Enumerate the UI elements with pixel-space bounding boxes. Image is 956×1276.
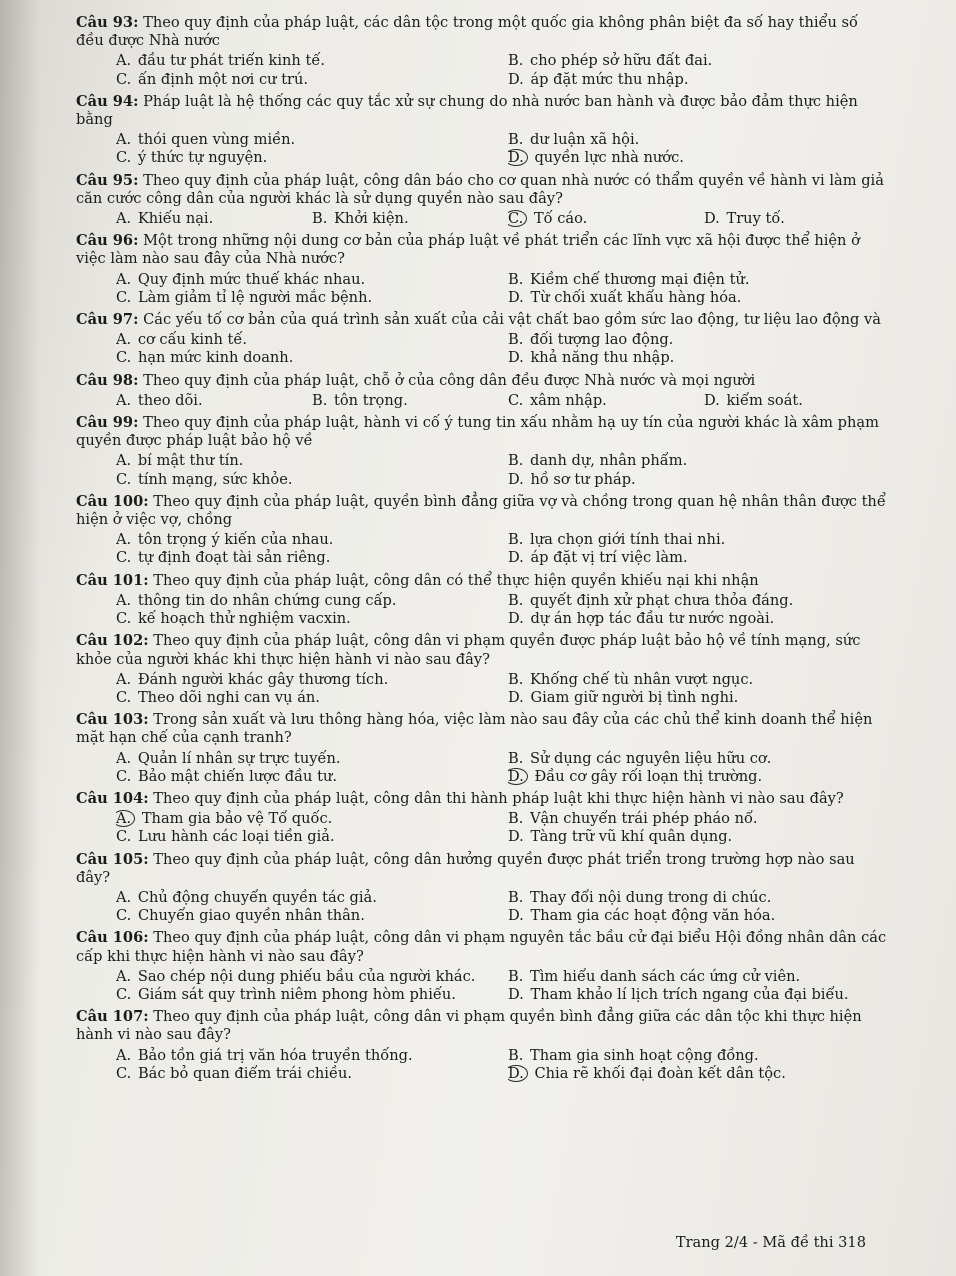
- question-number: Câu 102:: [76, 632, 149, 650]
- option-letter: C.: [116, 610, 132, 628]
- question-text: Theo quy định của pháp luật, công dân có thể thực hiện quyền khiếu nại khi nhận: [153, 571, 759, 589]
- circled-option-letter: D.: [508, 1065, 528, 1082]
- option-text: Bác bỏ quan điểm trái chiều.: [137, 1064, 352, 1082]
- option-letter: D.: [508, 610, 524, 628]
- option-letter: C.: [116, 828, 132, 846]
- option-letter: C.: [116, 349, 132, 367]
- answer-option: [116, 131, 508, 149]
- question-number: Câu 96:: [76, 232, 139, 250]
- answer-option: [508, 289, 918, 307]
- answer-option: [116, 968, 508, 986]
- question: [76, 790, 888, 847]
- page-edge-shadow: [0, 0, 40, 1276]
- option-text: Tham gia các hoạt động văn hóa.: [530, 907, 776, 925]
- option-text: áp đặt vị trí việc làm.: [530, 549, 688, 567]
- option-letter: D.: [508, 288, 524, 306]
- answer-option: [116, 549, 508, 567]
- answer-option: [116, 71, 508, 89]
- option-letter: C.: [116, 688, 132, 706]
- circled-option-letter: A.: [116, 810, 135, 827]
- option-text: Tàng trữ vũ khí quân dụng.: [530, 828, 733, 846]
- option-letter: D.: [508, 70, 524, 88]
- answer-options: [76, 52, 888, 88]
- question-stem: [76, 1008, 888, 1044]
- answer-options: [76, 452, 888, 488]
- answer-option: [508, 907, 918, 925]
- option-letter: C.: [116, 985, 132, 1003]
- option-letter: C.: [116, 288, 132, 306]
- question-number: Câu 93:: [76, 14, 139, 31]
- answer-options: [76, 210, 888, 228]
- option-text: xâm nhập.: [529, 391, 607, 409]
- question-stem: [76, 711, 888, 747]
- answer-option: [508, 610, 918, 628]
- option-text: Kiềm chế thương mại điện tử.: [530, 270, 750, 288]
- answer-option: [312, 392, 508, 410]
- question: [76, 414, 888, 489]
- option-letter: C.: [116, 70, 132, 88]
- answer-options: [76, 592, 888, 628]
- option-text: Tham gia sinh hoạt cộng đồng.: [530, 1046, 759, 1064]
- answer-option: [508, 531, 918, 549]
- question-number: Câu 103:: [76, 711, 149, 729]
- option-letter: A.: [116, 670, 132, 688]
- option-letter: D.: [508, 828, 524, 846]
- option-letter: A.: [116, 331, 132, 349]
- option-text: danh dự, nhân phẩm.: [530, 452, 688, 470]
- answer-option: [704, 210, 900, 228]
- option-text: Truy tố.: [726, 210, 785, 228]
- option-letter: A.: [116, 967, 132, 985]
- option-text: khả năng thu nhập.: [530, 349, 675, 367]
- answer-option: [508, 1065, 918, 1083]
- question: [76, 851, 888, 926]
- question-text: Theo quy định của pháp luật, công dân vi phạm quyền được pháp luật bảo hộ về tính mạng, sức khỏe của người khác khi thực hiện hành vi nào sau đây?: [76, 632, 861, 668]
- option-text: Tham khảo lí lịch trích ngang của đại biểu.: [530, 985, 849, 1003]
- option-letter: D.: [508, 549, 524, 567]
- option-letter: B.: [508, 452, 524, 470]
- answer-option: [116, 810, 508, 828]
- option-text: quyết định xử phạt chưa thỏa đáng.: [530, 591, 794, 609]
- answer-options: [76, 968, 888, 1004]
- answer-options: [76, 331, 888, 367]
- answer-option: [508, 131, 918, 149]
- question-stem: [76, 311, 888, 329]
- question-text: Theo quy định của pháp luật, công dân hưởng quyền được phát triển trong trường hợp nào sau đây?: [76, 850, 855, 886]
- question-stem: [76, 14, 888, 50]
- answer-option: [508, 968, 918, 986]
- answer-options: [76, 531, 888, 567]
- question-number: Câu 107:: [76, 1008, 149, 1026]
- question-number: Câu 100:: [76, 492, 149, 510]
- question-stem: [76, 929, 888, 965]
- question: [76, 172, 888, 229]
- question-text: Một trong những nội dung cơ bản của pháp luật về phát triển các lĩnh vực xã hội được thể hiện ở việc làm nào sau đây của Nhà nước?: [76, 232, 860, 268]
- question-stem: [76, 372, 888, 390]
- option-letter: D.: [508, 985, 524, 1003]
- option-letter: B.: [508, 810, 524, 828]
- option-text: Sử dụng các nguyên liệu hữu cơ.: [530, 749, 772, 767]
- option-text: hồ sơ tư pháp.: [530, 470, 636, 488]
- option-text: áp đặt mức thu nhập.: [530, 70, 689, 88]
- option-text: Giám sát quy trình niêm phong hòm phiếu.: [137, 985, 456, 1003]
- question-text: Các yếu tố cơ bản của quá trình sản xuất của cải vật chất bao gồm sức lao động, tư liệu lao động và: [143, 311, 881, 329]
- answer-option: [116, 907, 508, 925]
- option-text: lựa chọn giới tính thai nhi.: [530, 531, 726, 549]
- option-text: Bảo mật chiến lược đầu tư.: [137, 767, 337, 785]
- answer-option: [116, 349, 508, 367]
- answer-options: [76, 271, 888, 307]
- answer-option: [508, 768, 918, 786]
- question-stem: [76, 790, 888, 808]
- answer-option: [508, 392, 704, 410]
- option-letter: D.: [704, 210, 720, 228]
- option-text: Lưu hành các loại tiền giả.: [137, 828, 335, 846]
- question-number: Câu 95:: [76, 171, 139, 189]
- question-number: Câu 105:: [76, 850, 149, 868]
- answer-option: [116, 452, 508, 470]
- option-letter: B.: [508, 967, 524, 985]
- option-letter: B.: [508, 52, 524, 70]
- option-letter: C.: [116, 1064, 132, 1082]
- option-letter: B.: [508, 131, 524, 149]
- question-text: Theo quy định của pháp luật, công dân báo cho cơ quan nhà nước có thẩm quyền về hành vi làm giả căn cước công dân của người khác là sử dụng quyền nào sau đây?: [76, 171, 884, 207]
- answer-option: [116, 52, 508, 70]
- option-text: thói quen vùng miền.: [137, 131, 296, 149]
- option-text: Sao chép nội dung phiếu bầu của người khác.: [137, 967, 476, 985]
- question: [76, 14, 888, 89]
- answer-option: [116, 828, 508, 846]
- question: [76, 929, 888, 1004]
- option-letter: D.: [508, 349, 524, 367]
- answer-option: [508, 271, 918, 289]
- answer-option: [508, 349, 918, 367]
- question-text: Pháp luật là hệ thống các quy tắc xử sự chung do nhà nước ban hành và được bảo đảm thực hiện bằng: [76, 92, 858, 129]
- answer-option: [508, 828, 918, 846]
- answer-option: [508, 149, 918, 167]
- option-text: Tố cáo.: [533, 210, 588, 228]
- answer-options: [76, 392, 888, 410]
- question: [76, 632, 888, 707]
- option-letter: B.: [508, 531, 524, 549]
- circled-option-letter: D.: [508, 149, 528, 166]
- answer-option: [116, 889, 508, 907]
- option-text: dư luận xã hội.: [530, 131, 640, 149]
- option-letter: C.: [116, 470, 132, 488]
- option-text: Chủ động chuyển quyền tác giả.: [137, 888, 377, 906]
- option-letter: C.: [116, 549, 132, 567]
- answer-option: [508, 986, 918, 1004]
- option-text: tự định đoạt tài sản riêng.: [137, 549, 331, 567]
- option-text: Thay đổi nội dung trong di chúc.: [530, 888, 772, 906]
- question-stem: [76, 172, 888, 208]
- option-text: hạn mức kinh doanh.: [137, 349, 294, 367]
- question-number: Câu 98:: [76, 371, 139, 389]
- question-stem: [76, 632, 888, 668]
- answer-option: [116, 1047, 508, 1065]
- question-stem: [76, 232, 888, 268]
- question-stem: [76, 572, 888, 590]
- option-text: Đánh người khác gây thương tích.: [137, 670, 389, 688]
- option-text: bí mật thư tín.: [137, 452, 244, 470]
- question: [76, 493, 888, 568]
- option-letter: B.: [508, 1046, 524, 1064]
- option-letter: B.: [508, 888, 524, 906]
- answer-option: [312, 210, 508, 228]
- question-text: Theo quy định của pháp luật, quyền bình đẳng giữa vợ và chồng trong quan hệ nhân thân được thể hiện ở việc vợ, chồng: [76, 492, 886, 529]
- option-letter: A.: [116, 531, 132, 549]
- answer-options: [76, 131, 888, 167]
- answer-option: [508, 750, 918, 768]
- option-letter: A.: [116, 210, 132, 228]
- option-text: kiểm soát.: [726, 391, 803, 409]
- option-letter: A.: [116, 131, 132, 149]
- question-text: Theo quy định của pháp luật, hành vi cố ý tung tin xấu nhằm hạ uy tín của người khác là xâm phạm quyền được pháp luật bảo hộ về: [76, 414, 879, 450]
- option-letter: D.: [508, 907, 524, 925]
- option-letter: D.: [508, 470, 524, 488]
- answer-options: [76, 750, 888, 786]
- option-text: Làm giảm tỉ lệ người mắc bệnh.: [137, 288, 373, 306]
- option-text: Chia rẽ khối đại đoàn kết dân tộc.: [534, 1064, 786, 1082]
- option-text: Quản lí nhân sự trực tuyến.: [137, 749, 341, 767]
- answer-option: [116, 750, 508, 768]
- question-text: Trong sản xuất và lưu thông hàng hóa, việc làm nào sau đây của các chủ thể kinh doanh thể hiện mặt hạn chế của cạnh tranh?: [76, 711, 873, 747]
- option-letter: D.: [704, 391, 720, 409]
- option-text: cơ cấu kinh tế.: [137, 331, 248, 349]
- option-text: Vận chuyển trái phép pháo nổ.: [530, 810, 758, 828]
- option-text: đối tượng lao động.: [530, 331, 674, 349]
- question-stem: [76, 414, 888, 450]
- answer-option: [508, 471, 918, 489]
- option-letter: C.: [116, 767, 132, 785]
- page-footer: Trang 2/4 - Mã đề thi 318: [675, 1234, 866, 1251]
- option-letter: A.: [116, 591, 132, 609]
- question-stem: [76, 93, 888, 129]
- answer-option: [116, 610, 508, 628]
- answer-option: [116, 471, 508, 489]
- question-text: Theo quy định của pháp luật, công dân vi phạm nguyên tắc bầu cử đại biểu Hội đồng nhân dân các cấp khi thực hiện hành vi nào sau đây?: [76, 929, 887, 965]
- answer-option: [116, 289, 508, 307]
- question: [76, 232, 888, 307]
- question: [76, 311, 888, 368]
- option-text: tôn trọng ý kiến của nhau.: [137, 531, 334, 549]
- answer-option: [116, 331, 508, 349]
- answer-option: [508, 671, 918, 689]
- answer-option: [508, 810, 918, 828]
- question: [76, 1008, 888, 1083]
- option-text: dự án hợp tác đầu tư nước ngoài.: [530, 610, 775, 628]
- question: [76, 711, 888, 786]
- answer-option: [116, 689, 508, 707]
- answer-option: [116, 531, 508, 549]
- option-text: đầu tư phát triển kinh tế.: [137, 52, 325, 70]
- option-text: ấn định một nơi cư trú.: [137, 70, 309, 88]
- answer-option: [116, 986, 508, 1004]
- option-letter: B.: [508, 749, 524, 767]
- answer-option: [704, 392, 900, 410]
- option-text: tôn trọng.: [334, 391, 408, 409]
- question-text: Theo quy định của pháp luật, chỗ ở của công dân đều được Nhà nước và mọi người: [143, 371, 756, 389]
- option-text: Giam giữ người bị tình nghi.: [530, 688, 739, 706]
- option-text: Bảo tồn giá trị văn hóa truyền thống.: [137, 1046, 413, 1064]
- option-letter: A.: [116, 749, 132, 767]
- answer-option: [508, 452, 918, 470]
- question: [76, 372, 888, 410]
- option-letter: D.: [508, 688, 524, 706]
- answer-option: [116, 392, 312, 410]
- answer-option: [508, 210, 704, 228]
- question-stem: [76, 493, 888, 529]
- answer-option: [508, 549, 918, 567]
- option-text: Khống chế tù nhân vượt ngục.: [530, 670, 754, 688]
- option-text: Theo dõi nghi can vụ án.: [137, 688, 320, 706]
- question-number: Câu 97:: [76, 311, 139, 329]
- option-letter: A.: [116, 1046, 132, 1064]
- question-text: Theo quy định của pháp luật, công dân thi hành pháp luật khi thực hiện hành vi nào sau đây?: [153, 789, 844, 807]
- answer-option: [116, 1065, 508, 1083]
- option-letter: B.: [508, 670, 524, 688]
- option-text: kế hoạch thử nghiệm vacxin.: [137, 610, 351, 628]
- circled-option-letter: D.: [508, 768, 528, 785]
- question-number: Câu 106:: [76, 929, 149, 947]
- option-text: Khiếu nại.: [137, 210, 214, 228]
- answer-option: [116, 271, 508, 289]
- question-stem: [76, 851, 888, 887]
- answer-option: [508, 71, 918, 89]
- option-text: Từ chối xuất khẩu hàng hóa.: [530, 288, 742, 306]
- answer-option: [116, 768, 508, 786]
- answer-options: [76, 671, 888, 707]
- option-letter: A.: [116, 52, 132, 70]
- option-text: cho phép sở hữu đất đai.: [530, 52, 713, 70]
- circled-option-letter: C.: [508, 210, 527, 227]
- answer-options: [76, 889, 888, 925]
- option-letter: B.: [508, 270, 524, 288]
- option-letter: C.: [116, 907, 132, 925]
- question-text: Theo quy định của pháp luật, các dân tộc trong một quốc gia không phân biệt đa số hay thiểu số đều được Nhà nước: [76, 14, 858, 50]
- option-text: theo dõi.: [137, 391, 203, 409]
- answer-option: [116, 210, 312, 228]
- option-text: quyền lực nhà nước.: [534, 149, 684, 167]
- answer-options: [76, 1047, 888, 1083]
- option-letter: A.: [116, 888, 132, 906]
- question-number: Câu 101:: [76, 571, 149, 589]
- exam-content: [76, 14, 888, 1087]
- answer-option: [508, 889, 918, 907]
- question-number: Câu 104:: [76, 789, 149, 807]
- option-text: thông tin do nhân chứng cung cấp.: [137, 591, 397, 609]
- question-number: Câu 99:: [76, 414, 139, 432]
- option-text: Quy định mức thuế khác nhau.: [137, 270, 366, 288]
- option-letter: B.: [508, 591, 524, 609]
- option-letter: C.: [116, 149, 132, 167]
- question: [76, 572, 888, 629]
- option-letter: A.: [116, 391, 132, 409]
- option-text: ý thức tự nguyện.: [137, 149, 268, 167]
- answer-option: [508, 689, 918, 707]
- option-text: Đầu cơ gây rối loạn thị trường.: [534, 767, 763, 785]
- answer-option: [116, 149, 508, 167]
- answer-option: [116, 671, 508, 689]
- answer-option: [508, 1047, 918, 1065]
- answer-option: [508, 331, 918, 349]
- option-letter: C.: [508, 391, 524, 409]
- option-letter: A.: [116, 270, 132, 288]
- question: [76, 93, 888, 168]
- answer-option: [508, 592, 918, 610]
- option-text: Khởi kiện.: [334, 210, 409, 228]
- answer-option: [508, 52, 918, 70]
- option-letter: B.: [508, 331, 524, 349]
- option-letter: B.: [312, 210, 328, 228]
- question-number: Câu 94:: [76, 92, 139, 110]
- option-text: tính mạng, sức khỏe.: [137, 470, 293, 488]
- option-letter: A.: [116, 452, 132, 470]
- option-text: Chuyển giao quyền nhân thân.: [137, 907, 365, 925]
- answer-options: [76, 810, 888, 846]
- question-text: Theo quy định của pháp luật, công dân vi phạm quyền bình đẳng giữa các dân tộc khi thực hiện hành vi nào sau đây?: [76, 1008, 862, 1044]
- option-text: Tìm hiểu danh sách các ứng cử viên.: [530, 967, 801, 985]
- option-text: Tham gia bảo vệ Tổ quốc.: [141, 810, 333, 828]
- option-letter: B.: [312, 391, 328, 409]
- answer-option: [116, 592, 508, 610]
